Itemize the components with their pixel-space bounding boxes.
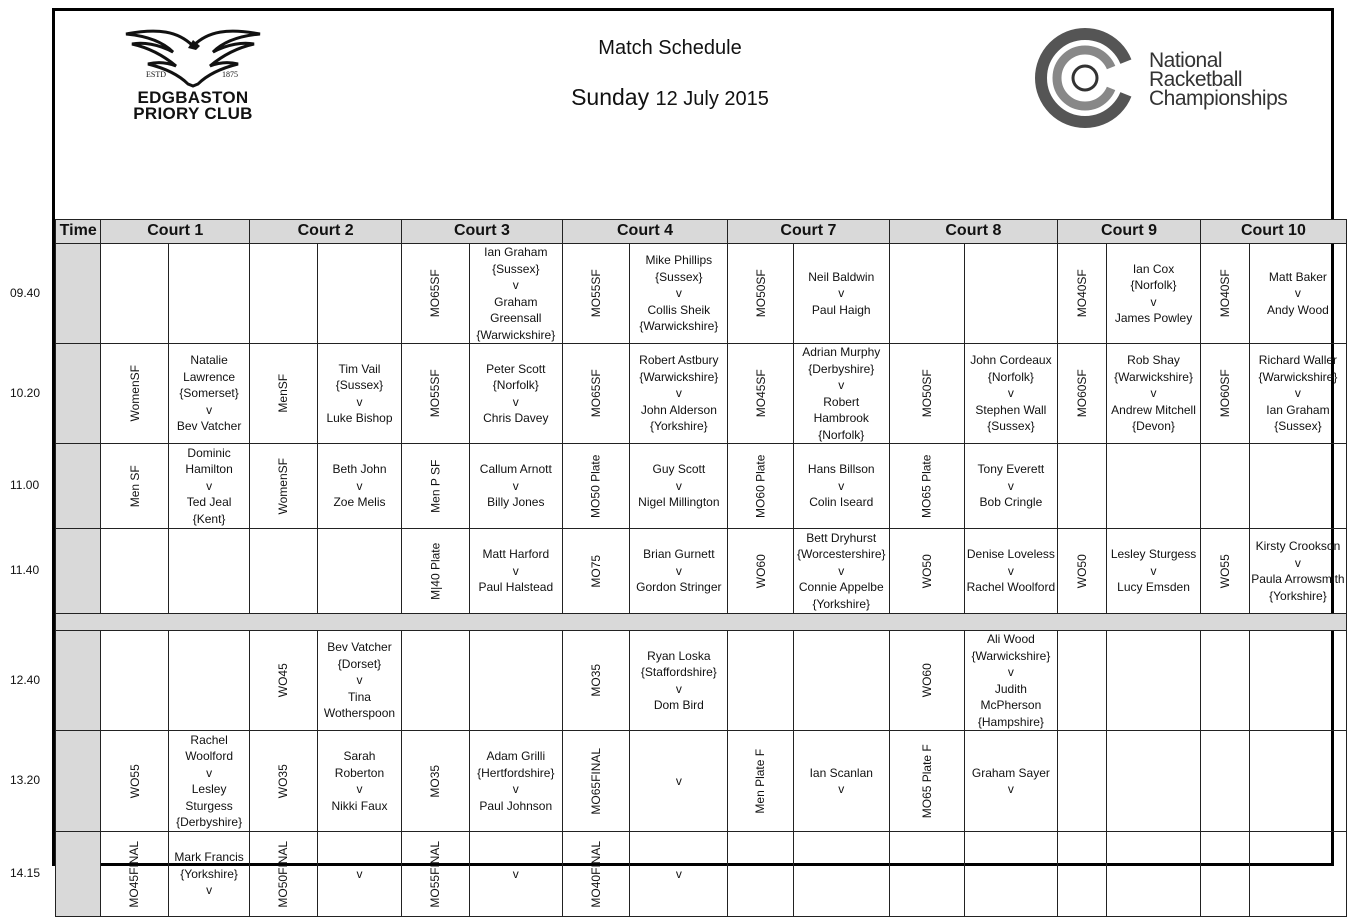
category-label: WO55	[1217, 553, 1232, 589]
category-cell	[562, 444, 630, 529]
match-cell: John Cordeaux {Norfolk} v Stephen Wall {Sussex}	[964, 344, 1058, 444]
category-cell	[1200, 731, 1249, 832]
category-label: WO35	[276, 763, 291, 799]
match-cell: Bev Vatcher {Dorset} v Tina Wotherspoon	[317, 631, 401, 731]
category-cell	[101, 244, 169, 344]
category-label: MO40SF	[1074, 269, 1089, 318]
time-label: 12.40	[10, 672, 41, 687]
category-label: MO65SF	[428, 269, 443, 318]
match-cell	[469, 631, 562, 731]
category-cell	[1058, 244, 1107, 344]
category-label: MO65 Plate	[919, 454, 934, 518]
time-cell	[56, 244, 101, 344]
match-cell: Ian Scanlan v	[793, 731, 889, 832]
category-label: MO40SF	[1217, 269, 1232, 318]
category-label: WO60	[753, 553, 768, 589]
slot-row	[56, 731, 1347, 832]
court-header: Court 4	[562, 220, 728, 244]
category-cell	[1058, 731, 1107, 832]
category-label: MO45FINAL	[127, 840, 142, 908]
category-cell	[250, 731, 318, 832]
category-cell	[101, 529, 169, 614]
category-cell	[402, 244, 470, 344]
match-cell	[1107, 631, 1201, 731]
category-label: MO35	[428, 764, 443, 798]
category-cell	[562, 631, 630, 731]
category-cell	[1200, 832, 1249, 917]
category-cell	[728, 529, 794, 614]
category-label: WO60	[919, 663, 934, 698]
break-row	[56, 614, 1347, 631]
match-cell	[1249, 631, 1346, 731]
slot-row	[56, 832, 1347, 917]
category-cell	[889, 529, 964, 614]
match-cell: Callum Arnott v Billy Jones	[469, 444, 562, 529]
match-cell: v	[469, 832, 562, 917]
match-cell: Robert Astbury {Warwickshire} v John Alderson {Yorkshire}	[630, 344, 728, 444]
category-label: M|40 Plate	[428, 542, 443, 600]
category-cell	[1200, 529, 1249, 614]
match-cell: Peter Scott {Norfolk} v Chris Davey	[469, 344, 562, 444]
category-cell	[889, 731, 964, 832]
championships-line3: Championships	[1149, 87, 1288, 110]
match-cell: Adam Grilli {Hertfordshire} v Paul Johnson	[469, 731, 562, 832]
category-label: MO75	[588, 554, 603, 588]
time-label: 09.40	[10, 285, 41, 300]
category-cell	[1200, 444, 1249, 529]
category-cell	[250, 832, 318, 917]
category-cell	[889, 444, 964, 529]
category-cell	[250, 444, 318, 529]
match-cell: Dominic Hamilton v Ted Jeal {Kent}	[169, 444, 250, 529]
category-cell	[1200, 344, 1249, 444]
time-label: 11.40	[10, 563, 40, 577]
category-label: MO60SF	[1217, 369, 1232, 418]
match-cell: Bett Dryhurst {Worcestershire} v Connie Appelbe {Yorkshire}	[793, 529, 889, 614]
category-cell	[250, 344, 318, 444]
match-cell: Guy Scott v Nigel Millington	[630, 444, 728, 529]
slot-row	[56, 244, 1347, 344]
page-title: Match Schedule	[598, 37, 742, 59]
category-cell	[402, 731, 470, 832]
est-year: 1875	[222, 70, 238, 79]
category-label: WO50	[1074, 553, 1089, 589]
club-name-line1: EDGBASTON	[137, 88, 249, 107]
championships-line1: National	[1149, 49, 1223, 72]
match-cell	[169, 631, 250, 731]
category-cell	[1058, 444, 1107, 529]
match-cell: Beth John v Zoe Melis	[317, 444, 401, 529]
time-label: 10.20	[10, 385, 41, 400]
match-cell	[1249, 444, 1346, 529]
category-cell	[728, 832, 794, 917]
day-label: Sunday	[571, 84, 650, 110]
club-name-line2: PRIORY CLUB	[133, 104, 253, 123]
match-cell	[964, 832, 1058, 917]
match-cell: v	[630, 832, 728, 917]
category-cell	[562, 529, 630, 614]
match-cell: Mark Francis {Yorkshire} v	[169, 832, 250, 917]
match-cell: Lesley Sturgess v Lucy Emsden	[1107, 529, 1201, 614]
match-cell: Matt Baker v Andy Wood	[1249, 244, 1346, 344]
match-cell: Graham Sayer v	[964, 731, 1058, 832]
match-cell	[1107, 731, 1201, 832]
category-cell	[562, 244, 630, 344]
category-label: MO65 Plate F	[919, 743, 934, 819]
category-label: MO55FINAL	[428, 840, 443, 908]
category-cell	[101, 444, 169, 529]
time-cell	[56, 444, 101, 529]
schedule-date	[520, 84, 820, 111]
header-row	[56, 220, 1347, 244]
club-name	[118, 90, 268, 122]
category-cell	[1200, 631, 1249, 731]
category-cell	[250, 631, 318, 731]
match-cell: Rachel Woolford v Lesley Sturgess {Derbyshire}	[169, 731, 250, 832]
slot-row	[56, 631, 1347, 731]
category-cell	[889, 631, 964, 731]
category-cell	[101, 631, 169, 731]
time-cell	[56, 344, 101, 444]
championships-line2: Racketball	[1149, 68, 1243, 91]
time-cell	[56, 631, 101, 731]
match-cell: Ian Cox {Norfolk} v James Powley	[1107, 244, 1201, 344]
category-cell	[101, 344, 169, 444]
match-cell: Ian Graham {Sussex} v Graham Greensall {Warwickshire}	[469, 244, 562, 344]
category-cell	[101, 832, 169, 917]
court-header: Court 8	[889, 220, 1058, 244]
racketball-ring-icon	[1035, 28, 1145, 128]
match-cell: Adrian Murphy {Derbyshire} v Robert Hambrook {Norfolk}	[793, 344, 889, 444]
match-cell: Tim Vail {Sussex} v Luke Bishop	[317, 344, 401, 444]
category-cell	[1058, 832, 1107, 917]
time-cell	[56, 731, 101, 832]
category-label: MO50SF	[753, 269, 768, 318]
match-cell: Richard Waller {Warwickshire} v Ian Graham {Sussex}	[1249, 344, 1346, 444]
time-label: 13.20	[10, 773, 41, 787]
category-cell	[402, 344, 470, 444]
match-cell	[317, 529, 401, 614]
match-cell	[169, 529, 250, 614]
category-cell	[1200, 244, 1249, 344]
category-label: MO50SF	[919, 369, 934, 418]
court-header: Court 1	[101, 220, 250, 244]
time-label: 11.00	[10, 478, 40, 492]
est-label: ESTD	[146, 70, 166, 79]
category-cell	[250, 244, 318, 344]
category-cell	[402, 832, 470, 917]
category-label: MO35	[588, 664, 603, 697]
eagle-icon	[118, 26, 268, 88]
category-label: MO60 Plate	[753, 454, 768, 518]
category-label: WO45	[276, 663, 291, 698]
match-cell	[317, 244, 401, 344]
championships-logo	[1035, 28, 1325, 148]
match-cell: Ali Wood {Warwickshire} v Judith McPherson {Hampshire}	[964, 631, 1058, 731]
slot-row	[56, 344, 1347, 444]
time-cell	[56, 832, 101, 917]
category-label: MO50 Plate	[588, 454, 603, 518]
category-label: Men Plate F	[753, 748, 768, 814]
match-cell	[1107, 832, 1201, 917]
match-cell: v	[630, 731, 728, 832]
match-cell: Hans Billson v Colin Iseard	[793, 444, 889, 529]
category-cell	[889, 832, 964, 917]
match-cell: v	[317, 832, 401, 917]
category-cell	[562, 832, 630, 917]
match-cell: Mike Phillips {Sussex} v Collis Sheik {Warwickshire}	[630, 244, 728, 344]
category-label: MenSF	[276, 374, 291, 413]
category-cell	[728, 444, 794, 529]
match-cell: Brian Gurnett v Gordon Stringer	[630, 529, 728, 614]
category-cell	[101, 731, 169, 832]
category-label: WO50	[919, 553, 934, 589]
category-cell	[1058, 631, 1107, 731]
category-cell	[728, 631, 794, 731]
court-header: Court 7	[728, 220, 889, 244]
match-cell	[793, 631, 889, 731]
category-cell	[889, 244, 964, 344]
category-cell	[1058, 529, 1107, 614]
match-cell	[793, 832, 889, 917]
category-label: WomenSF	[276, 457, 291, 515]
category-label: Men SF	[127, 464, 142, 508]
time-label: 14.15	[10, 866, 41, 880]
category-cell	[562, 344, 630, 444]
court-header: Court 2	[250, 220, 402, 244]
category-cell	[728, 244, 794, 344]
date-label: 12 July 2015	[655, 88, 769, 110]
category-cell	[562, 731, 630, 832]
court-header: Court 9	[1058, 220, 1201, 244]
slot-row	[56, 444, 1347, 529]
match-cell: Ryan Loska {Staffordshire} v Dom Bird	[630, 631, 728, 731]
match-cell	[169, 244, 250, 344]
category-cell	[250, 529, 318, 614]
category-label: WO55	[127, 763, 142, 799]
time-header: Time	[56, 220, 101, 244]
category-label: MO65FINAL	[588, 747, 603, 815]
category-label: MO45SF	[753, 369, 768, 418]
category-cell	[1058, 344, 1107, 444]
match-cell: Neil Baldwin v Paul Haigh	[793, 244, 889, 344]
category-cell	[728, 731, 794, 832]
category-label: MO50FINAL	[276, 840, 291, 908]
category-label: MO40FINAL	[588, 840, 603, 908]
category-label: WomenSF	[127, 365, 142, 422]
court-header: Court 10	[1200, 220, 1346, 244]
category-cell	[402, 444, 470, 529]
court-header: Court 3	[402, 220, 563, 244]
category-cell	[402, 529, 470, 614]
break-cell	[56, 614, 1347, 631]
schedule-table	[55, 219, 1347, 917]
match-cell: Denise Loveless v Rachel Woolford	[964, 529, 1058, 614]
category-cell	[402, 631, 470, 731]
category-cell	[728, 344, 794, 444]
edgbaston-logo	[118, 26, 268, 130]
match-cell: Matt Harford v Paul Halstead	[469, 529, 562, 614]
match-cell	[1107, 444, 1201, 529]
category-label: MO55SF	[588, 269, 603, 318]
match-cell: Sarah Roberton v Nikki Faux	[317, 731, 401, 832]
match-cell	[964, 244, 1058, 344]
match-cell: Tony Everett v Bob Cringle	[964, 444, 1058, 529]
category-cell	[889, 344, 964, 444]
match-cell	[1249, 731, 1346, 832]
slot-row	[56, 529, 1347, 614]
match-cell	[1249, 832, 1346, 917]
match-cell: Rob Shay {Warwickshire} v Andrew Mitchell {Devon}	[1107, 344, 1201, 444]
category-label: Men P SF	[428, 459, 443, 513]
championships-name	[1149, 51, 1287, 108]
match-cell: Kirsty Crookson v Paula Arrowsmith {Yorkshire}	[1249, 529, 1346, 614]
category-label: MO55SF	[428, 369, 443, 418]
category-label: MO65SF	[588, 369, 603, 418]
time-cell	[56, 529, 101, 614]
match-cell: Natalie Lawrence {Somerset} v Bev Vatcher	[169, 344, 250, 444]
category-label: MO60SF	[1074, 369, 1089, 418]
